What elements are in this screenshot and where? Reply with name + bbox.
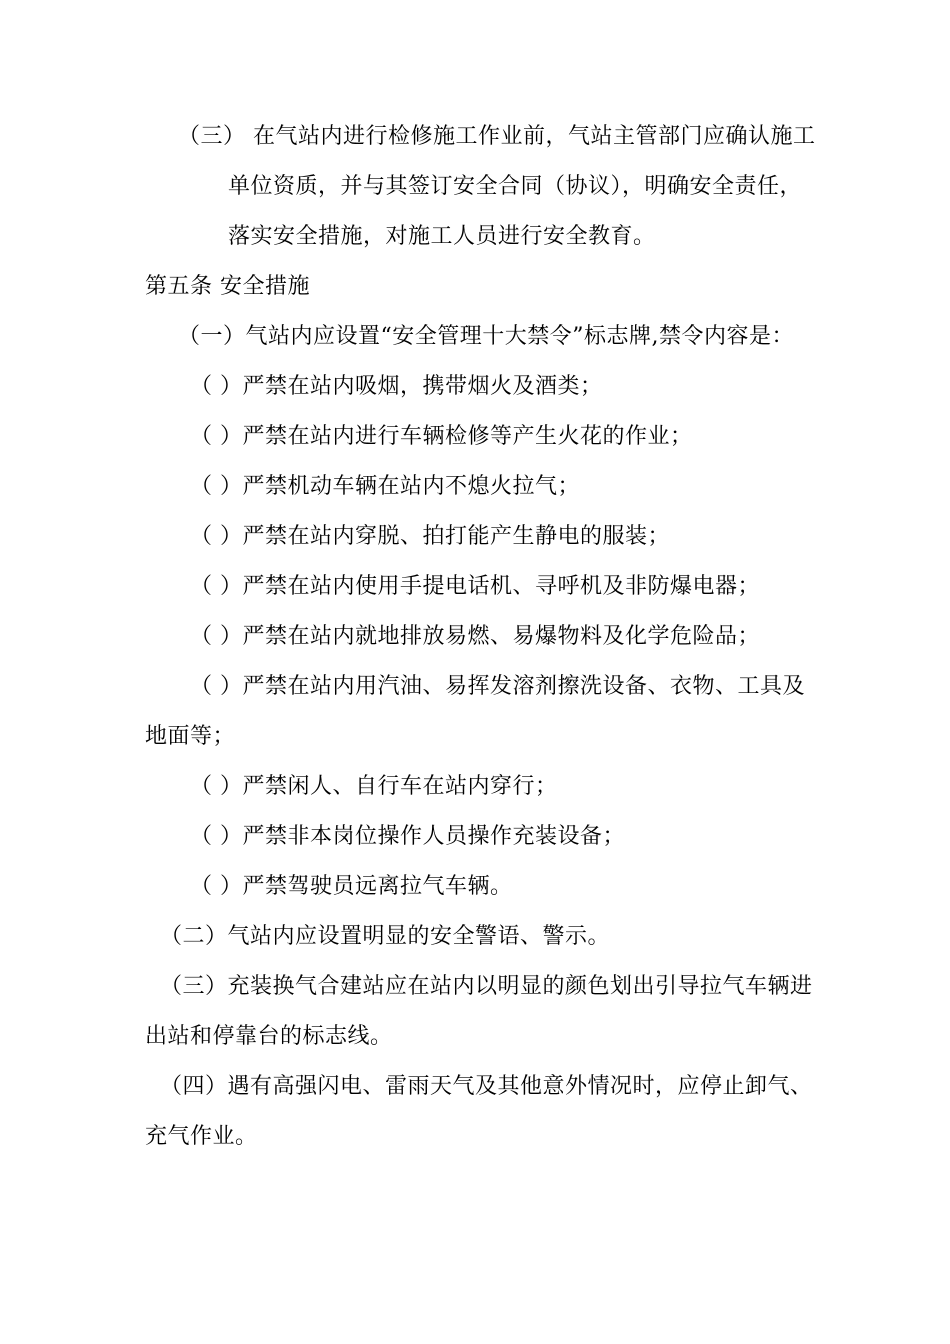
section3-line3: 落实安全措施，对施工人员进行安全教育。 [228, 224, 656, 249]
prohibition-item: （ ）严禁在站内进行车辆检修等产生火花的作业； [190, 424, 693, 449]
item3-line2: 出站和停靠台的标志线。 [145, 1024, 393, 1049]
prohibition-item: （ ）严禁机动车辆在站内不熄火拉气； [190, 474, 580, 499]
prohibition-item: （ ）严禁在站内用汽油、易挥发溶剂擦洗设备、衣物、工具及 [190, 674, 805, 699]
prohibition-item: （ ）严禁非本岗位操作人员操作充装设备； [190, 824, 625, 849]
prohibition-item: （ ）严禁闲人、自行车在站内穿行； [190, 774, 558, 799]
item4-line2: 充气作业。 [145, 1124, 258, 1149]
item4-line1: （四）遇有高强闪电、雷雨天气及其他意外情况时，应停止卸气、 [160, 1074, 813, 1099]
prohibition-item-continued: 地面等； [145, 724, 236, 749]
section3-line1: （三） 在气站内进行检修施工作业前，气站主管部门应确认施工 [178, 124, 816, 149]
section3-line2: 单位资质，并与其签订安全合同（协议），明确安全责任， [228, 174, 803, 199]
article5-title: 第五条 安全措施 [145, 274, 310, 299]
prohibition-item: （ ）严禁在站内就地排放易燃、易爆物料及化学危险品； [190, 624, 760, 649]
item2: （二）气站内应设置明显的安全警语、警示。 [160, 924, 611, 949]
item1-intro: （一）气站内应设置“安全管理十大禁令”标志牌,禁令内容是： [178, 324, 794, 349]
item3-line1: （三）充装换气合建站应在站内以明显的颜色划出引导拉气车辆进 [160, 974, 813, 999]
prohibition-item: （ ）严禁在站内使用手提电话机、寻呼机及非防爆电器； [190, 574, 760, 599]
prohibition-item: （ ）严禁在站内穿脱、拍打能产生静电的服装； [190, 524, 670, 549]
prohibition-item: （ ）严禁驾驶员远离拉气车辆。 [190, 874, 513, 899]
prohibition-item: （ ）严禁在站内吸烟，携带烟火及酒类； [190, 374, 603, 399]
